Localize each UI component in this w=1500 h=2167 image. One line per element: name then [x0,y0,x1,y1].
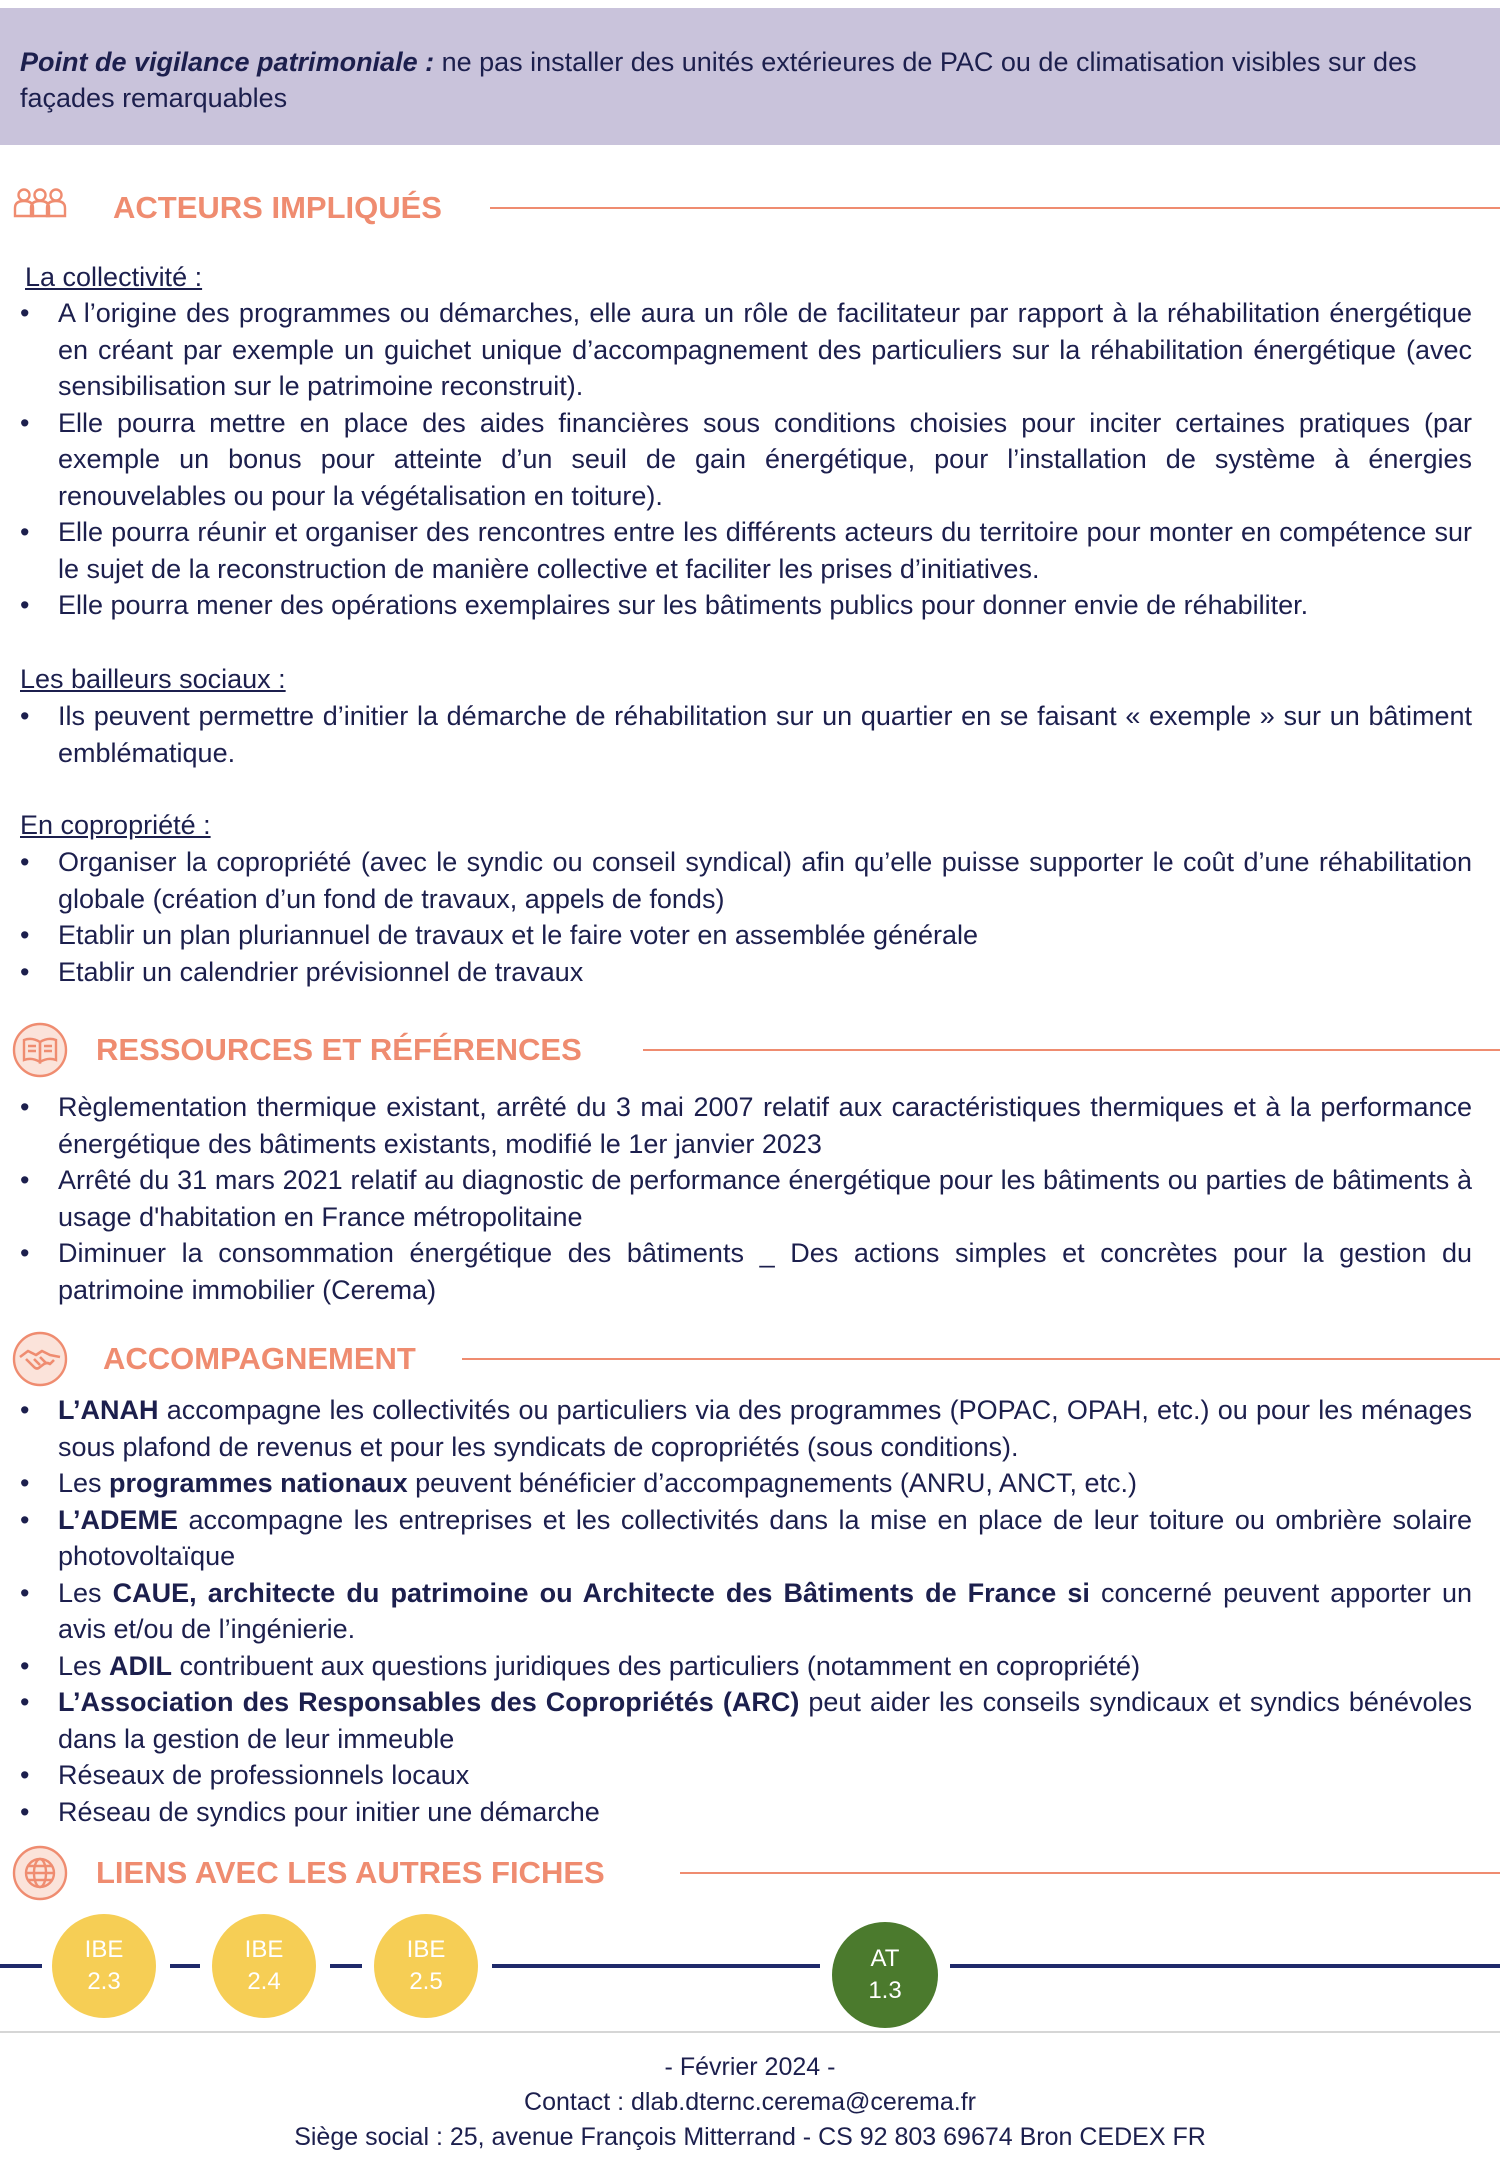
footer-address: Siège social : 25, avenue François Mitterrand - CS 92 803 69674 Bron CEDEX FR [294,2123,1206,2151]
vigilance-label: Point de vigilance patrimoniale : [20,47,435,77]
globe-icon [10,1843,70,1903]
list-item: • Elle pourra mener des opérations exemplaires sur les bâtiments publics pour donner envie de réhabiliter. [20,587,1472,624]
section-ressources-header [10,1020,1500,1080]
list-item: • Elle pourra réunir et organiser des rencontres entre les différents acteurs du territoire pour monter en compétence sur le sujet de la reconstruction de manière collective et faciliter les prises d’initiatives. [20,514,1472,587]
book-icon [10,1020,70,1080]
list-item: • Arrêté du 31 mars 2021 relatif au diagnostic de performance énergétique pour les bâtiments ou parties de bâtiments à usage d'habitation en France métropolitaine [20,1162,1472,1235]
list-item: • Règlementation thermique existant, arrêté du 3 mai 2007 relatif aux caractéristiques thermiques et à la performance énergétique des bâtiments existants, modifié le 1er janvier 2023 [20,1089,1472,1162]
list-item: • Etablir un calendrier prévisionnel de travaux [20,954,1472,991]
section-liens-header [10,1843,1500,1903]
section-acteurs-header [10,178,1500,238]
list-item: • L’Association des Responsables des Copropriétés (ARC) peut aider les conseils syndicaux et syndics bénévoles dans la gestion de leur immeuble [20,1684,1472,1757]
fiche-link-at-1-3[interactable]: AT 1.3 [832,1922,938,2028]
people-icon [10,178,70,238]
section-divider [680,1872,1500,1874]
section-title-acteurs: ACTEURS IMPLIQUÉS [113,190,442,225]
copropriete-list [20,844,1472,990]
list-item: • Les CAUE, architecte du patrimoine ou Architecte des Bâtiments de France si concerné peuvent apporter un avis et/ou de l’ingénierie. [20,1575,1472,1648]
list-item: • Réseau de syndics pour initier une démarche [20,1794,1472,1831]
handshake-icon [10,1329,70,1389]
bailleurs-list [20,698,1472,771]
list-item: • L’ANAH accompagne les collectivités ou particuliers via des programmes (POPAC, OPAH, etc.) ou pour les ménages sous plafond de revenus et pour les syndicats de copropriétés (sous conditions). [20,1392,1472,1465]
section-divider [643,1049,1500,1051]
fiche-link-ibe-2-5[interactable]: IBE 2.5 [374,1914,478,2018]
subheading-collectivite: La collectivité : [25,262,203,292]
section-title-liens: LIENS AVEC LES AUTRES FICHES [96,1855,605,1890]
fiche-link-ibe-2-4[interactable]: IBE 2.4 [212,1914,316,2018]
subheading-copropriete: En copropriété : [20,810,211,840]
list-item: • Etablir un plan pluriannuel de travaux et le faire voter en assemblée générale [20,917,1472,954]
link-connector [950,1964,1500,1968]
link-connector [492,1964,820,1968]
vigilance-text: ne pas installer des unités extérieures de PAC ou de climatisation visibles sur des façades remarquables [20,47,1417,113]
list-item: • Réseaux de professionnels locaux [20,1757,1472,1794]
fiche-link-ibe-2-3[interactable]: IBE 2.3 [52,1914,156,2018]
ressources-list [20,1089,1472,1308]
list-item: • A l’origine des programmes ou démarches, elle aura un rôle de facilitateur par rapport à la réhabilitation énergétique en créant par exemple un guichet unique d’accompagnement des particuliers sur la réhabilitation énergétique (avec sensibilisation sur le patrimoine reconstruit). [20,295,1472,405]
footer [0,2050,1500,2155]
list-item: • Elle pourra mettre en place des aides financières sous conditions choisies pour inciter certaines pratiques (par exemple un bonus pour atteinte d’un seuil de gain énergétique, pour l’installation de système à énergies renouvelables ou pour la végétalisation en toiture). [20,405,1472,515]
section-divider [462,1358,1500,1360]
section-accompagnement-header [10,1329,1500,1389]
footer-divider [0,2031,1500,2033]
footer-date: - Février 2024 - [664,2053,836,2081]
list-item: • L’ADEME accompagne les entreprises et les collectivités dans la mise en place de leur toiture ou ombrière solaire photovoltaïque [20,1502,1472,1575]
subheading-bailleurs: Les bailleurs sociaux : [20,664,286,694]
section-divider [490,207,1500,209]
accompagnement-list [20,1392,1472,1830]
list-item: • Les programmes nationaux peuvent bénéficier d’accompagnements (ANRU, ANCT, etc.) [20,1465,1472,1502]
footer-contact: Contact : dlab.dternc.cerema@cerema.fr [524,2088,976,2116]
section-title-ressources: RESSOURCES ET RÉFÉRENCES [96,1032,582,1067]
linked-fiches [0,1900,1500,2030]
list-item: • Organiser la copropriété (avec le syndic ou conseil syndical) afin qu’elle puisse supporter le coût d’une réhabilitation globale (création d’un fond de travaux, appels de fonds) [20,844,1472,917]
vigilance-banner [0,8,1500,145]
link-connector [330,1964,362,1968]
section-title-accompagnement: ACCOMPAGNEMENT [103,1341,416,1376]
link-connector [0,1964,42,1968]
list-item: • Ils peuvent permettre d’initier la démarche de réhabilitation sur un quartier en se faisant « exemple » sur un bâtiment emblématique. [20,698,1472,771]
list-item: • Diminuer la consommation énergétique des bâtiments _ Des actions simples et concrètes pour la gestion du patrimoine immobilier (Cerema) [20,1235,1472,1308]
link-connector [170,1964,200,1968]
collectivite-list [20,295,1472,624]
list-item: • Les ADIL contribuent aux questions juridiques des particuliers (notamment en copropriété) [20,1648,1472,1685]
